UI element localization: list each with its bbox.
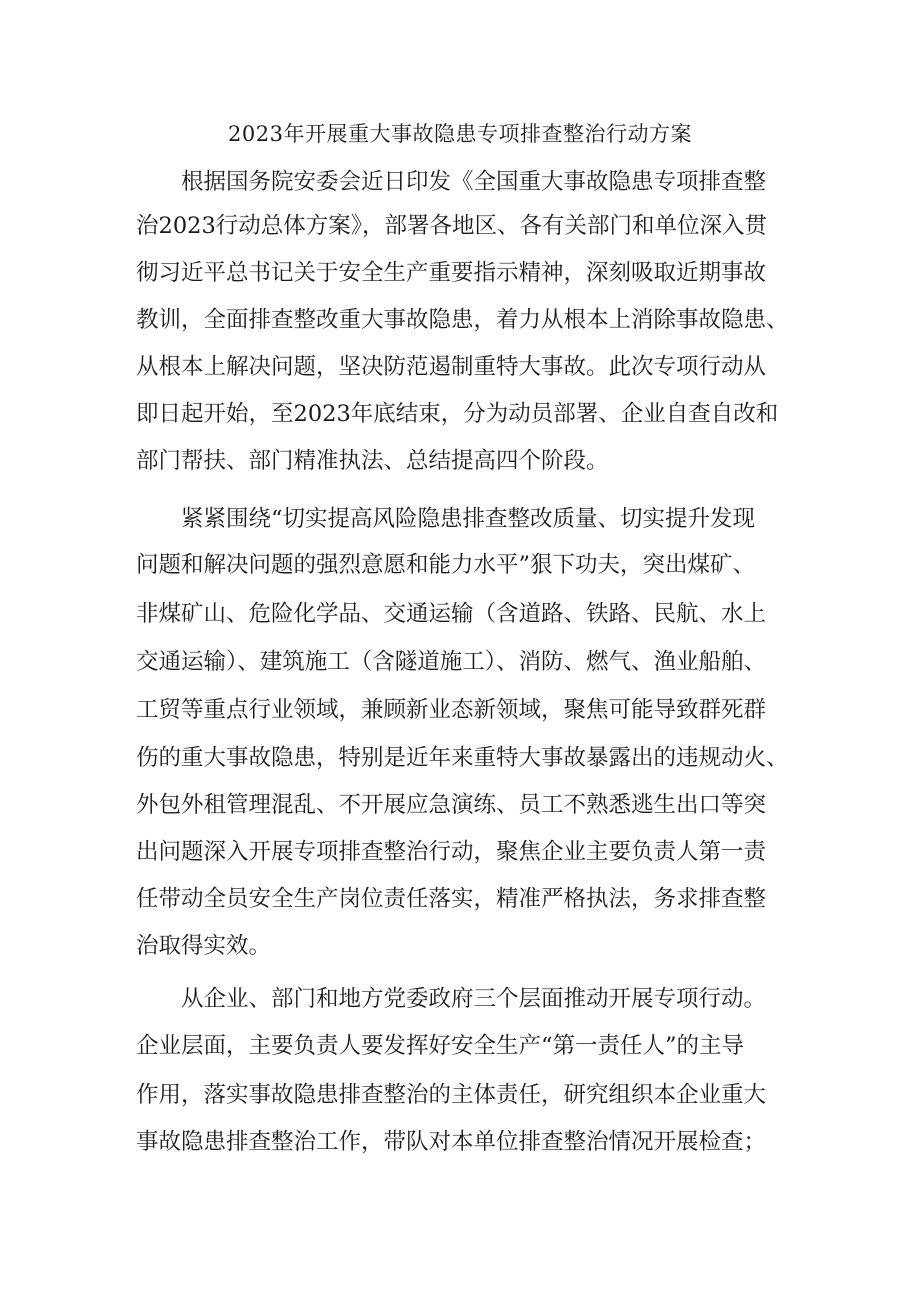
paragraph-2-line-4: 交通运输）、建筑施工（含隧道施工）、消防、燃气、渔业船舶、: [136, 649, 767, 675]
paragraph-2-line-6: 伤的重大事故隐患，特别是近年来重特大事故暴露出的违规动火、: [136, 745, 789, 771]
paragraph-1-line-2: 治2023行动总体方案》，部署各地区、各有关部门和单位深入贯: [136, 213, 768, 239]
paragraph-2-line-7: 外包外租管理混乱、不开展应急演练、员工不熟悉逃生出口等突: [136, 792, 767, 818]
paragraph-2-line-10: 治取得实效。: [136, 933, 272, 959]
paragraph-1-line-6: 即日起开始，至2023年底结束，分为动员部署、企业自查自改和: [136, 401, 779, 427]
paragraph-1-line-7: 部门帮扶、部门精准执法、总结提高四个阶段。: [136, 448, 609, 474]
document-title: 2023年开展重大事故隐患专项排查整治行动方案: [228, 122, 692, 146]
paragraph-2-line-5: 工贸等重点行业领域，兼顾新业态新领域，聚焦可能导致群死群: [136, 697, 767, 723]
paragraph-2-line-1: 紧紧围绕“切实提高风险隐患排查整改质量、切实提升发现: [181, 506, 756, 532]
paragraph-2-line-9: 任带动全员安全生产岗位责任落实，精准严格执法，务求排查整: [136, 886, 767, 912]
paragraph-3-line-4: 事故隐患排查整治工作，带队对本单位排查整治情况开展检查；: [136, 1129, 767, 1155]
paragraph-2-line-8: 出问题深入开展专项排查整治行动，聚焦企业主要负责人第一责: [136, 839, 767, 865]
paragraph-3-line-2: 企业层面，主要负责人要发挥好安全生产“第一责任人”的主导: [136, 1033, 745, 1059]
paragraph-1-line-3: 彻习近平总书记关于安全生产重要指示精神，深刻吸取近期事故: [136, 260, 767, 286]
paragraph-2-line-3: 非煤矿山、危险化学品、交通运输（含道路、铁路、民航、水上: [136, 601, 767, 627]
paragraph-2-line-2: 问题和解决问题的强烈意愿和能力水平”狠下功夫，突出煤矿、: [136, 552, 756, 578]
paragraph-1-line-1: 根据国务院安委会近日印发《全国重大事故隐患专项排查整: [181, 169, 767, 195]
paragraph-1-line-4: 教训，全面排查整改重大事故隐患，着力从根本上消除事故隐患、: [136, 307, 789, 333]
paragraph-1-line-5: 从根本上解决问题，坚决防范遏制重特大事故。此次专项行动从: [136, 354, 767, 380]
paragraph-3-line-3: 作用，落实事故隐患排查整治的主体责任，研究组织本企业重大: [136, 1082, 767, 1108]
paragraph-3-line-1: 从企业、部门和地方党委政府三个层面推动开展专项行动。: [181, 986, 767, 1012]
